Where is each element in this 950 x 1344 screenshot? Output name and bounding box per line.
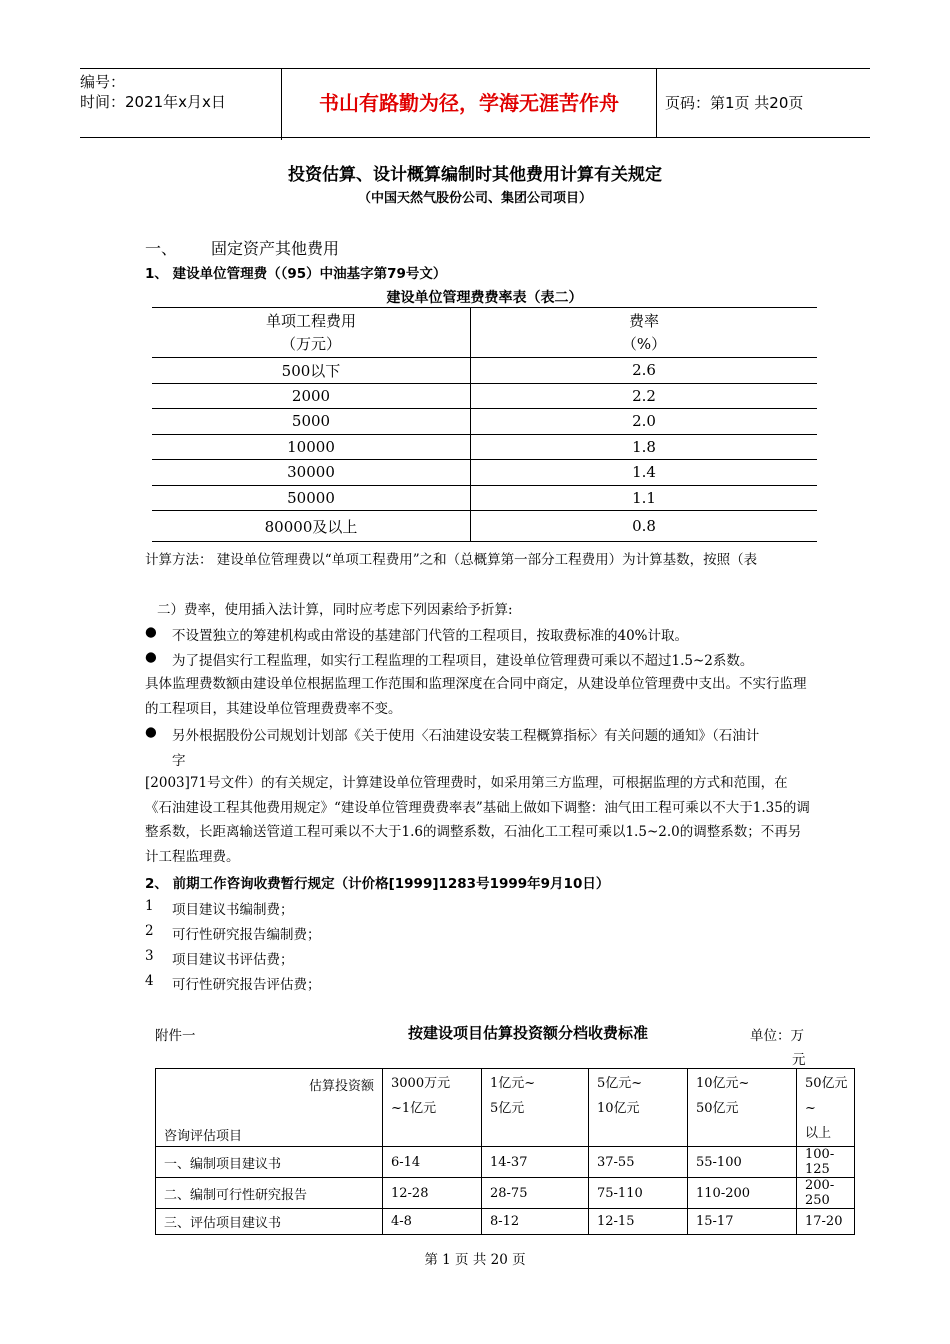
list-item-number: 2 [145, 923, 154, 939]
rate-cell: 2.2 [471, 383, 818, 409]
col-head [383, 1069, 482, 1147]
col-head-l1: 3000万元 [391, 1076, 451, 1091]
cost-cell: 2000 [152, 383, 471, 409]
consulting-fee-table [155, 1068, 855, 1235]
fee-cell: 12-28 [383, 1178, 482, 1209]
rate-cell: 1.8 [471, 434, 818, 460]
management-fee-rate-table [152, 307, 817, 542]
diagonal-header-cell [156, 1069, 383, 1147]
header-meta [80, 69, 282, 140]
list-item-number: 4 [145, 973, 154, 989]
table-header-row [152, 308, 817, 358]
fee-cell: 4-8 [383, 1209, 482, 1235]
document-subtitle: （中国天然气股份公司、集团公司项目） [357, 191, 592, 206]
col-head [688, 1069, 797, 1147]
fee-cell: 200-250 [797, 1178, 855, 1209]
annex-unit-line-1: 单位：万 [750, 1028, 804, 1044]
col-head-project-cost-l2: （万元） [280, 334, 341, 353]
list-item-text: 可行性研究报告编制费； [172, 927, 321, 943]
table-header-row [156, 1069, 855, 1147]
cost-cell: 30000 [152, 460, 471, 486]
bullet-3-line-2: 字 [172, 753, 186, 769]
table-row [156, 1209, 855, 1235]
cost-cell: 500以下 [152, 358, 471, 384]
header-page-info: 页码：第1页 共20页 [665, 94, 804, 112]
fee-cell: 28-75 [482, 1178, 589, 1209]
rate-cell: 1.1 [471, 485, 818, 511]
bullet-icon: ● [145, 724, 157, 740]
table-row [152, 434, 817, 460]
bullet-icon: ● [145, 649, 157, 665]
row-label: 一、编制项目建议书 [156, 1147, 383, 1178]
item-2-heading: 2、 前期工作咨询收费暂行规定（计价格[1999]1283号1999年9月10日） [145, 876, 610, 892]
section-1-heading [145, 236, 340, 259]
col-head-l2: 5亿元 [490, 1101, 525, 1116]
cost-cell: 80000及以上 [152, 511, 471, 542]
item-1-heading: 1、 建设单位管理费（（95）中油基字第79号文） [145, 266, 447, 282]
list-item-text: 可行性研究报告评估费； [172, 977, 321, 993]
bullet-text-3: 另外根据股份公司规划计划部《关于使用〈石油建设安装工程概算指标〉有关问题的通知》（石油计 [172, 728, 760, 744]
col-head-project-cost-l1: 单项工程费用 [265, 311, 356, 330]
bullet-2-continuation: 具体监理费数额由建设单位根据监理工作范围和监理深度在合同中商定，从建设单位管理费中支出。不实行监理的工程项目，其建设单位管理费费率不变。 [145, 676, 807, 717]
table-row [152, 460, 817, 486]
table-row [152, 409, 817, 435]
fee-cell: 17-20 [797, 1209, 855, 1235]
table-row [152, 383, 817, 409]
col-head-l2: 50亿元 [696, 1101, 739, 1116]
annex-title: 按建设项目估算投资额分档收费标准 [408, 1024, 649, 1042]
table-row [156, 1178, 855, 1209]
list-item-text: 项目建议书编制费； [172, 902, 294, 918]
col-head-l1: 5亿元~ [597, 1076, 643, 1091]
col-head-project-cost [152, 308, 471, 358]
bullet-icon: ● [145, 624, 157, 640]
bullet-text-2: 为了提倡实行工程监理，如实行工程监理的工程项目，建设单位管理费可乘以不超过1.5~2系数。 [172, 653, 754, 669]
col-head [482, 1069, 589, 1147]
rate-cell: 2.0 [471, 409, 818, 435]
section-1-number: 一、 [145, 239, 178, 258]
col-head-l1: 10亿元~ [696, 1076, 750, 1091]
calc-method-line-2: 二）费率，使用插入法计算，同时应考虑下列因素给予折算: [157, 602, 513, 618]
fee-cell: 12-15 [589, 1209, 688, 1235]
fee-cell: 14-37 [482, 1147, 589, 1178]
fee-cell: 100-125 [797, 1147, 855, 1178]
document-title: 投资估算、设计概算编制时其他费用计算有关规定 [288, 165, 662, 185]
col-head-l2: 10亿元 [597, 1101, 640, 1116]
fee-cell: 75-110 [589, 1178, 688, 1209]
bullet-3-continuation: [2003]71号文件）的有关规定，计算建设单位管理费时，如采用第三方监理，可根据监理的方式和范围，在《石油建设工程其他费用规定》“建设单位管理费费率表”基础上做如下调整：油气田工程可乘以不大于1.35的调整系数，长距离输送管道工程可乘以不大于1.6的调整系数，石油化工工程可乘以1.5~2.0的调整系数；不再另计工程监理费。 [145, 775, 810, 865]
list-item-number: 3 [145, 948, 154, 964]
table-row [156, 1147, 855, 1178]
time-label: 时间：2021年x月x日 [80, 93, 226, 111]
cost-cell: 50000 [152, 485, 471, 511]
table-row [152, 358, 817, 384]
table-row [152, 485, 817, 511]
annex-unit-line-2: 元 [792, 1052, 806, 1068]
row-label: 三、评估项目建议书 [156, 1209, 383, 1235]
fee-cell: 110-200 [688, 1178, 797, 1209]
cost-cell: 5000 [152, 409, 471, 435]
fee-cell: 15-17 [688, 1209, 797, 1235]
fee-cell: 8-12 [482, 1209, 589, 1235]
rate-cell: 1.4 [471, 460, 818, 486]
col-head-l2: 以上 [805, 1126, 832, 1141]
col-head-l1: 50亿元~ [805, 1076, 848, 1116]
calc-method-line-1: 计算方法： 建设单位管理费以“单项工程费用”之和（总概算第一部分工程费用）为计算基数，按照（表 [145, 552, 758, 568]
bullet-text-1: 不设置独立的筹建机构或由常设的基建部门代管的工程项目，按取费标准的40%计取。 [172, 628, 689, 644]
fee-cell: 55-100 [688, 1147, 797, 1178]
fee-cell: 6-14 [383, 1147, 482, 1178]
col-head [589, 1069, 688, 1147]
list-item-text: 项目建议书评估费； [172, 952, 294, 968]
col-head-rate-l2: （%） [621, 334, 667, 353]
table-row [152, 511, 817, 542]
annex-label: 附件一 [155, 1028, 196, 1044]
code-label: 编号： [80, 73, 126, 91]
rate-cell: 0.8 [471, 511, 818, 542]
col-head-l1: 1亿元~ [490, 1076, 536, 1091]
col-head-l2: ~1亿元 [391, 1101, 437, 1116]
head-investment: 估算投资额 [308, 1079, 374, 1094]
page-footer: 第 1 页 共 20 页 [424, 1252, 526, 1268]
page-header [80, 68, 870, 138]
col-head-rate [471, 308, 818, 358]
section-1-title: 固定资产其他费用 [211, 239, 340, 258]
table-1-caption: 建设单位管理费费率表（表二） [386, 290, 583, 306]
list-item-number: 1 [145, 898, 154, 914]
col-head-rate-l1: 费率 [628, 311, 659, 330]
head-project: 咨询评估项目 [164, 1129, 243, 1144]
fee-cell: 37-55 [589, 1147, 688, 1178]
cost-cell: 10000 [152, 434, 471, 460]
col-head [797, 1069, 855, 1147]
header-motto: 书山有路勤为径，学海无涯苦作舟 [282, 69, 657, 137]
row-label: 二、编制可行性研究报告 [156, 1178, 383, 1209]
rate-cell: 2.6 [471, 358, 818, 384]
